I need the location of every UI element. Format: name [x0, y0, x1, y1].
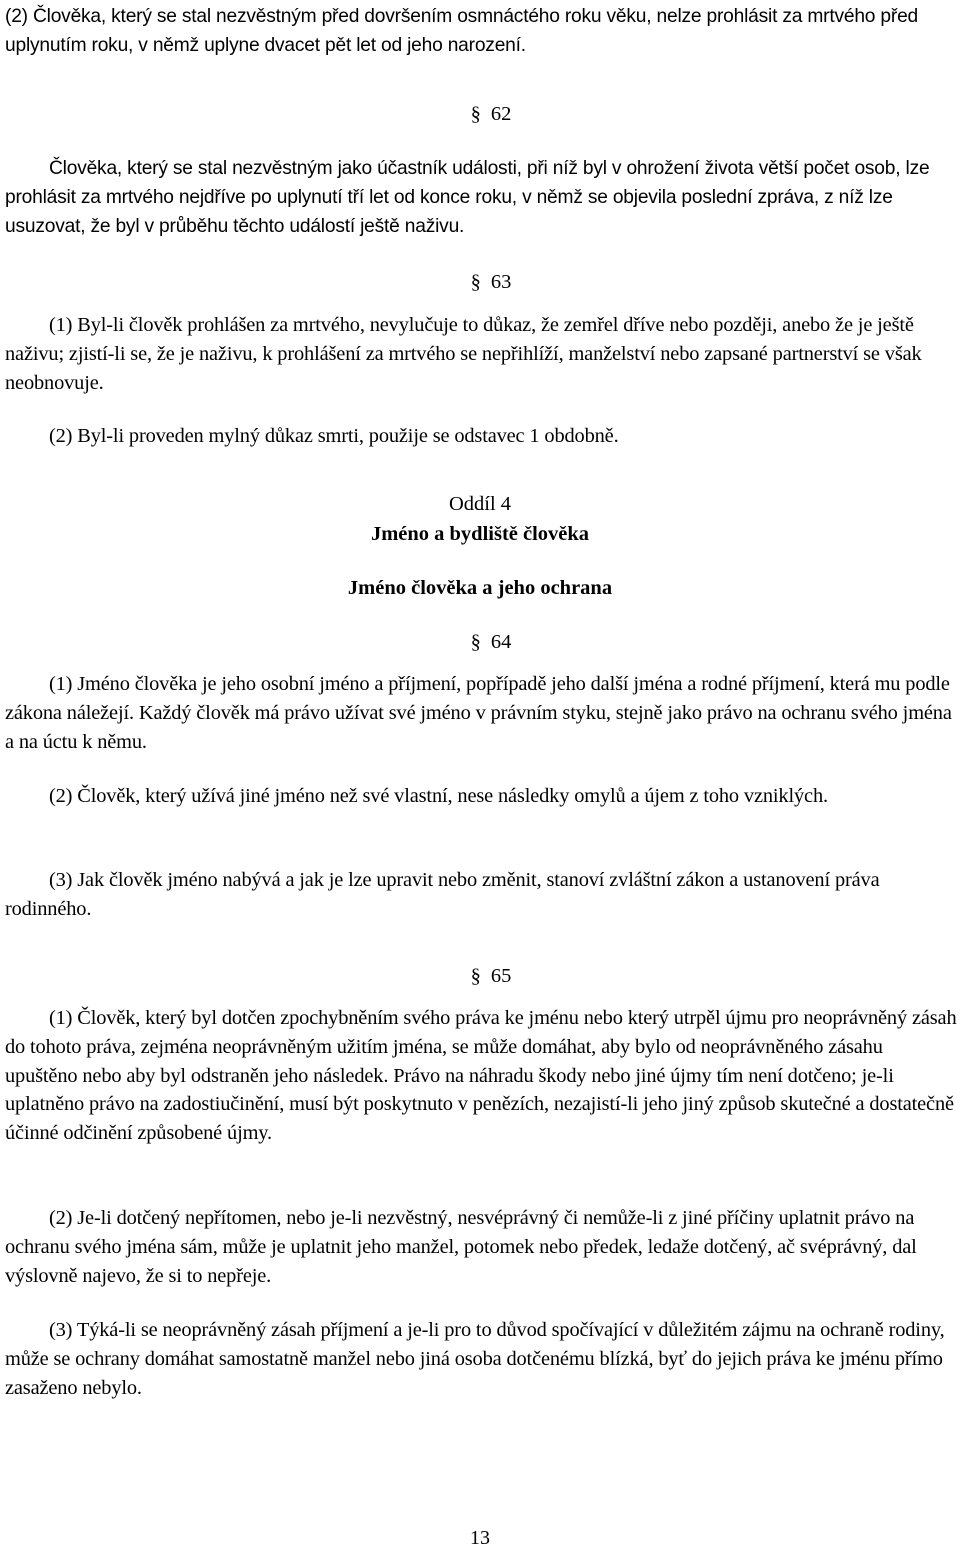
paragraph-64-2: (2) Člověk, který užívá jiné jméno než své vlastní, nese následky omylů a újem z toho vzniklých. — [49, 785, 828, 807]
section-symbol: § — [470, 103, 481, 125]
paragraph-63-2: (2) Byl-li proveden mylný důkaz smrti, použije se odstavec 1 obdobně. — [49, 425, 619, 447]
section-heading-64 — [0, 628, 960, 656]
paragraph-62: Člověka, který se stal nezvěstným jako účastník události, při níž byl v ohrožení života větší počet osob, lze prohlásit za mrtvého nejdříve po uplynutí tří let od konce roku, v němž se objevila poslední zpráva, z níž lze usuzovat, že byl v průběhu těchto událostí ještě naživu. — [5, 158, 930, 237]
page-number: 13 — [470, 1527, 490, 1549]
paragraph-62-2: (2) Člověka, který se stal nezvěstným před dovršením osmnáctého roku věku, nelze prohlásit za mrtvého před uplynutím roku, v němž uplyne dvacet pět let od jeho narození. — [5, 6, 919, 56]
paragraph-65-2: (2) Je-li dotčený nepřítomen, nebo je-li nezvěstný, nesvéprávný či nemůže-li z jiné příčiny uplatnit právo na ochranu svého jména sám, může je uplatnit jeho manžel, potomek nebo předek, ledaže dotčený, ač svéprávný, dal výslovně najevo, že si to nepřeje. — [5, 1207, 917, 1287]
section-number: 62 — [490, 103, 512, 125]
paragraph-65-1: (1) Člověk, který byl dotčen zpochybněním svého práva ke jménu nebo který utrpěl újmu pro neoprávněný zásah do tohoto práva, zejména neoprávněným užitím jména, se může domáhat, aby bylo od neoprávněného zásahu upuštěno nebo aby byl odstraněn jeho následek. Právo na náhradu škody nebo jiné újmy tím není dotčeno; je-li uplatněno právo na zadostiučinění, musí být poskytnuto v penězích, nezajistí-li jeho jiný způsob skutečné a dostatečně účinné odčinění způsobené újmy. — [5, 1007, 957, 1145]
section-number: 63 — [490, 271, 512, 293]
paragraph-64-3: (3) Jak člověk jméno nabývá a jak je lze upravit nebo změnit, stanoví zvláštní zákon a ustanovení práva rodinného. — [5, 869, 880, 920]
section-heading-65 — [0, 962, 960, 990]
section-number: 65 — [490, 965, 512, 987]
paragraph-63-1: (1) Byl-li člověk prohlášen za mrtvého, nevylučuje to důkaz, že zemřel dříve nebo později, anebo že je ještě naživu; zjistí-li se, že je naživu, k prohlášení za mrtvého se nepřihlíží, manželství nebo zapsané partnerství se však neobnovuje. — [5, 314, 922, 394]
section-number: 64 — [490, 631, 512, 653]
section-symbol: § — [470, 965, 481, 987]
paragraph-64-1: (1) Jméno člověka je jeho osobní jméno a příjmení, popřípadě jeho další jména a rodné příjmení, která mu podle zákona náležejí. Každý člověk má právo užívat své jméno v právním styku, stejně jako právo na ochranu svého jména a na úctu k němu. — [5, 673, 952, 753]
section-heading-63 — [0, 268, 960, 296]
division-label: Oddíl 4 — [448, 493, 512, 515]
subdivision-title: Jméno člověka a jeho ochrana — [347, 577, 613, 599]
section-symbol: § — [470, 631, 481, 653]
section-heading-62 — [0, 100, 960, 128]
section-symbol: § — [470, 271, 481, 293]
division-title: Jméno a bydliště člověka — [370, 523, 590, 545]
paragraph-65-3: (3) Týká-li se neoprávněný zásah příjmení a je-li pro to důvod spočívající v důležitém zájmu na ochraně rodiny, může se ochrany domáhat samostatně manžel nebo jiná osoba dotčenému blízká, byť do jejich práva ke jménu přímo zasaženo nebylo. — [5, 1319, 945, 1399]
